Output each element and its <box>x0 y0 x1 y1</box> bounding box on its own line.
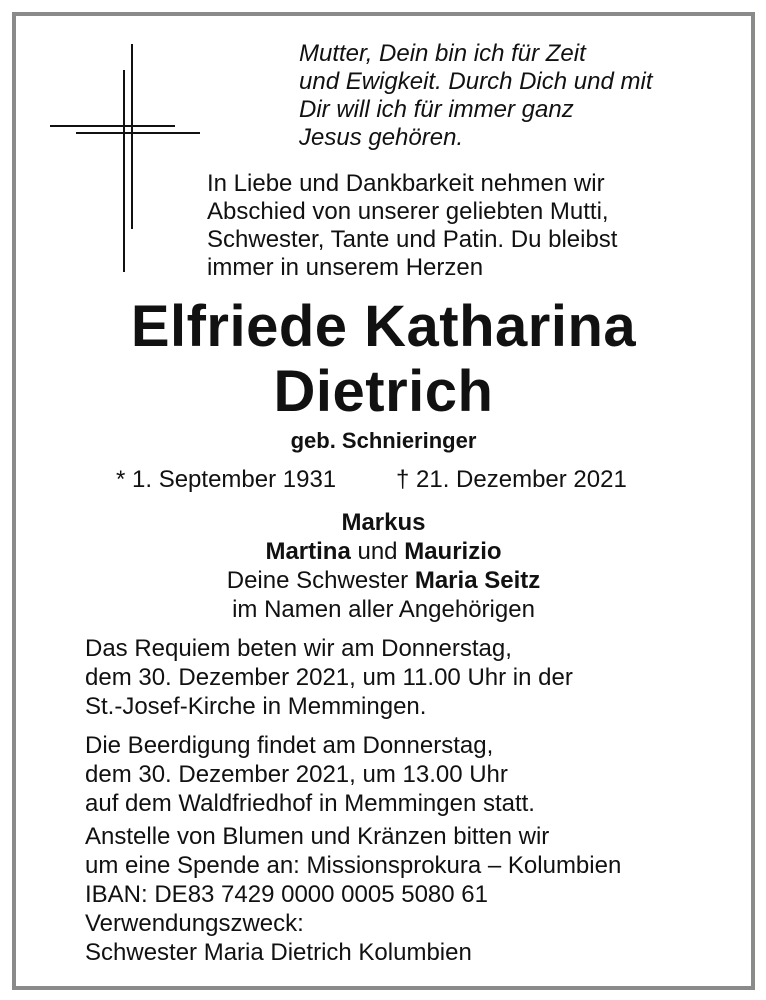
intro-line: immer in unserem Herzen <box>207 254 484 281</box>
quote-line: und Ewigkeit. Durch Dich und mit <box>299 68 653 95</box>
donation-line: Schwester Maria Dietrich Kolumbien <box>85 939 472 966</box>
quote-line: Dir will ich für immer ganz <box>299 96 574 123</box>
mourner-name: Martina <box>265 538 351 565</box>
quote-verse <box>299 40 739 152</box>
deceased-first-names: Elfriede Katharina <box>130 294 637 359</box>
mourner-line <box>16 508 751 537</box>
mourner-line <box>16 537 751 566</box>
intro-line: In Liebe und Dankbarkeit nehmen wir <box>207 170 605 197</box>
deceased-last-name: Dietrich <box>273 359 494 424</box>
mourner-name: Markus <box>341 509 426 536</box>
birth-date: * 1. September 1931 <box>116 466 337 493</box>
requiem-info <box>85 634 725 721</box>
requiem-line: Das Requiem beten wir am Donnerstag, <box>85 635 512 662</box>
burial-line: dem 30. Dezember 2021, um 13.00 Uhr <box>85 761 508 788</box>
intro-line: Schwester, Tante und Patin. Du bleibst <box>207 226 618 253</box>
mourner-name: Maurizio <box>404 538 502 565</box>
mourner-relation: Deine Schwester <box>226 567 415 594</box>
burial-line: Die Beerdigung findet am Donnerstag, <box>85 732 494 759</box>
intro-line: Abschied von unserer geliebten Mutti, <box>207 198 609 225</box>
mourner-joiner: und <box>350 538 405 565</box>
requiem-line: dem 30. Dezember 2021, um 11.00 Uhr in der <box>85 664 573 691</box>
birth-name: geb. Schnieringer <box>290 428 477 453</box>
donation-line: Anstelle von Blumen und Kränzen bitten wir <box>85 823 550 850</box>
mourner-line: im Namen aller Angehörigen <box>232 596 535 623</box>
burial-info <box>85 731 725 818</box>
mourners-list <box>16 508 751 624</box>
quote-line: Jesus gehören. <box>299 124 464 151</box>
intro-text <box>207 170 727 282</box>
mourner-line <box>16 566 751 595</box>
burial-line: auf dem Waldfriedhof in Memmingen statt. <box>85 790 535 817</box>
quote-line: Mutter, Dein bin ich für Zeit <box>299 40 586 67</box>
donation-line: Verwendungszweck: <box>85 910 304 937</box>
iban-line: IBAN: DE83 7429 0000 0005 5080 61 <box>85 881 488 908</box>
donation-line: um eine Spende an: Missionsprokura – Kolumbien <box>85 852 622 879</box>
donation-info <box>85 822 725 967</box>
death-date: † 21. Dezember 2021 <box>396 466 627 493</box>
requiem-line: St.-Josef-Kirche in Memmingen. <box>85 693 427 720</box>
mourner-name: Maria Seitz <box>414 567 541 594</box>
